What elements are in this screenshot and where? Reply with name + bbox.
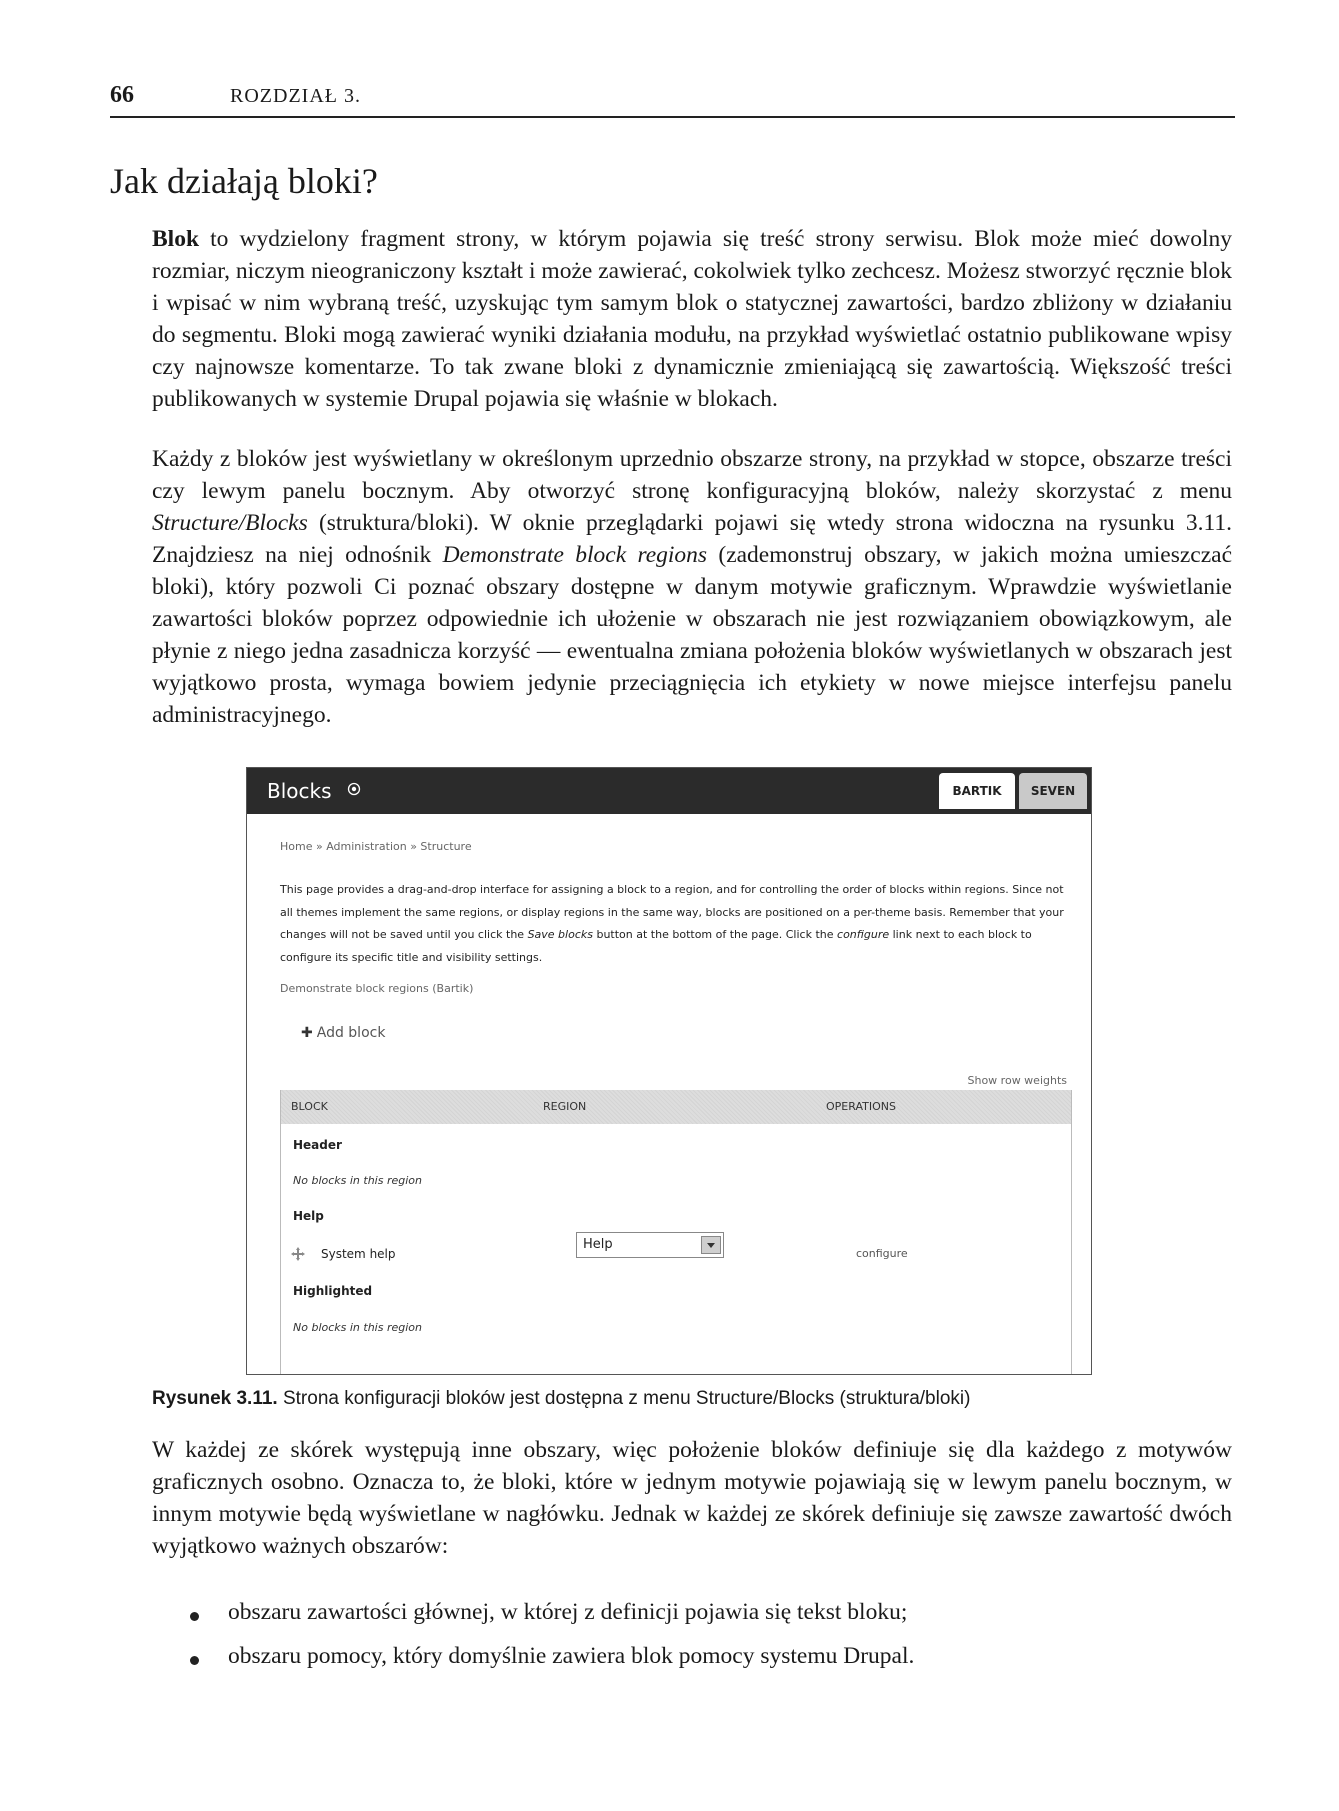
column-header-block: BLOCK bbox=[291, 1100, 328, 1113]
list-item-text: obszaru pomocy, który domyślnie zawiera blok pomocy systemu Drupal. bbox=[228, 1643, 915, 1669]
figure-caption bbox=[152, 1388, 970, 1410]
region-select[interactable] bbox=[576, 1232, 724, 1258]
demo-link-italic: Demonstrate block regions bbox=[442, 542, 708, 568]
table-header bbox=[281, 1090, 1071, 1124]
tab-seven[interactable]: SEVEN bbox=[1019, 773, 1087, 809]
region-select-value: Help bbox=[583, 1237, 613, 1252]
drag-handle-icon[interactable] bbox=[291, 1247, 305, 1261]
empty-region-message: No blocks in this region bbox=[293, 1174, 422, 1187]
page-number: 66 bbox=[110, 82, 134, 108]
column-header-operations: OPERATIONS bbox=[826, 1100, 896, 1113]
paragraph-regions bbox=[152, 443, 1232, 731]
figure-caption-text: Strona konfiguracji bloków jest dostępna z menu Structure/Blocks (struktura/bloki) bbox=[277, 1388, 971, 1409]
figure-description bbox=[280, 879, 1070, 969]
save-blocks-italic: Save blocks bbox=[527, 928, 593, 941]
paragraph-themes: W każdej ze skórek występują inne obszary, więc położenie bloków definiuje się dla każdego z motywów graficznych osobno. Oznacza to, że bloki, które w jednym motywie pojawiają się w lewym panelu bocznym, w innym motywie będą wyświetlane w nagłówku. Jednak w każdej ze skórek definiuje się zawsze zawartość dwóch wyjątkowo ważnych obszarów: bbox=[152, 1437, 1232, 1559]
column-header-region: REGION bbox=[543, 1100, 587, 1113]
empty-region-message: No blocks in this region bbox=[293, 1321, 422, 1334]
plus-icon: ✚ bbox=[301, 1025, 313, 1041]
region-title-header: Header bbox=[293, 1138, 342, 1152]
figure-topbar bbox=[247, 768, 1091, 814]
blocks-table bbox=[280, 1090, 1072, 1374]
breadcrumb[interactable]: Home » Administration » Structure bbox=[280, 840, 472, 853]
configure-italic: configure bbox=[837, 928, 890, 941]
list-item bbox=[190, 1643, 914, 1687]
bullet-icon bbox=[190, 1656, 199, 1665]
page-header bbox=[110, 82, 1235, 118]
configure-link[interactable]: configure bbox=[856, 1247, 908, 1260]
section-title: Jak działają bloki? bbox=[110, 161, 378, 201]
add-block-label: Add block bbox=[316, 1025, 386, 1041]
list-item-text: obszaru zawartości głównej, w której z definicji pojawia się tekst bloku; bbox=[228, 1599, 908, 1625]
show-row-weights-link[interactable]: Show row weights bbox=[967, 1074, 1067, 1087]
region-title-highlighted: Highlighted bbox=[293, 1284, 373, 1298]
chevron-down-icon bbox=[701, 1236, 721, 1254]
figure-page-title: Blocks bbox=[267, 779, 332, 803]
add-block-link[interactable] bbox=[301, 1025, 385, 1041]
demonstrate-regions-link[interactable]: Demonstrate block regions (Bartik) bbox=[280, 982, 474, 995]
paragraph-regions-text-2: (struktura/bloki). W oknie przeglądarki pojawi się wtedy strona widoczna na rysunku 3.11. Znajdziesz na niej odnośnik bbox=[152, 510, 1232, 568]
running-head: ROZDZIAŁ 3. bbox=[230, 85, 361, 107]
tab-bartik[interactable]: BARTIK bbox=[939, 773, 1015, 809]
figure-description-text-3: link next to each block to configure its specific title and visibility settings. bbox=[280, 928, 1032, 964]
paragraph-regions-text-1: Każdy z bloków jest wyświetlany w określonym uprzednio obszarze strony, na przykład w stopce, obszarze treści czy lewym panelu bocznym. Aby otworzyć stronę konfiguracyjną bloków, należy skorzystać z menu bbox=[152, 446, 1232, 504]
bullet-icon bbox=[190, 1612, 199, 1621]
bullet-list bbox=[190, 1599, 914, 1687]
figure-blocks-screenshot bbox=[246, 767, 1092, 1375]
paragraph-intro bbox=[152, 223, 1232, 415]
figure-description-text-2: button at the bottom of the page. Click the bbox=[592, 928, 838, 941]
region-title-help: Help bbox=[293, 1209, 324, 1223]
paragraph-intro-text: to wydzielony fragment strony, w którym pojawia się treść strony serwisu. Blok może mieć dowolny rozmiar, niczym nieograniczony kształt i może zawierać, cokolwiek tylko zechcesz. Możesz stworzyć ręcznie blok i wpisać w nim wybraną treść, uzyskując tym samym blok o statycznej zawartości, bardzo zbliżony w działaniu do segmentu. Bloki mogą zawierać wyniki działania modułu, na przykład wyświetlać ostatnio publikowane wpisy czy najnowsze komentarze. To tak zwane bloki z dynamicznie zmieniającą się zawartością. Większość treści publikowanych w systemie Drupal pojawia się właśnie w blokach. bbox=[152, 226, 1232, 412]
block-name-system-help: System help bbox=[321, 1247, 396, 1261]
term-blok: Blok bbox=[152, 226, 200, 252]
paragraph-regions-text-3: (zademonstruj obszary, w jakich można umieszczać bloki), który pozwoli Ci poznać obszary dostępne w danym motywie graficznym. Wprawdzie wyświetlanie zawartości bloków poprzez odpowiednie ich ułożenie w obszarach nie jest rozwiązaniem obowiązkowym, ale płynie z niego jedna zasadnicza korzyść — ewentualna zmiana położenia bloków wyświetlanych w obszarach jest wyjątkowo prosta, wymaga bowiem jedynie przeciągnięcia ich etykiety w nowe miejsce interfejsu panelu administracyjnego. bbox=[152, 542, 1233, 728]
list-item bbox=[190, 1599, 914, 1643]
add-shortcut-icon[interactable] bbox=[347, 782, 361, 796]
figure-caption-label: Rysunek 3.11. bbox=[152, 1388, 278, 1409]
figure-description-text-1: This page provides a drag-and-drop interface for assigning a block to a region, and for controlling the order of blocks within regions. Since not all themes implement the same regions, or display regions in the same way, blocks are positioned on a per-theme basis. Remember that your changes will not be saved until you click the bbox=[280, 883, 1064, 941]
menu-path-italic: Structure/Blocks bbox=[152, 510, 308, 536]
